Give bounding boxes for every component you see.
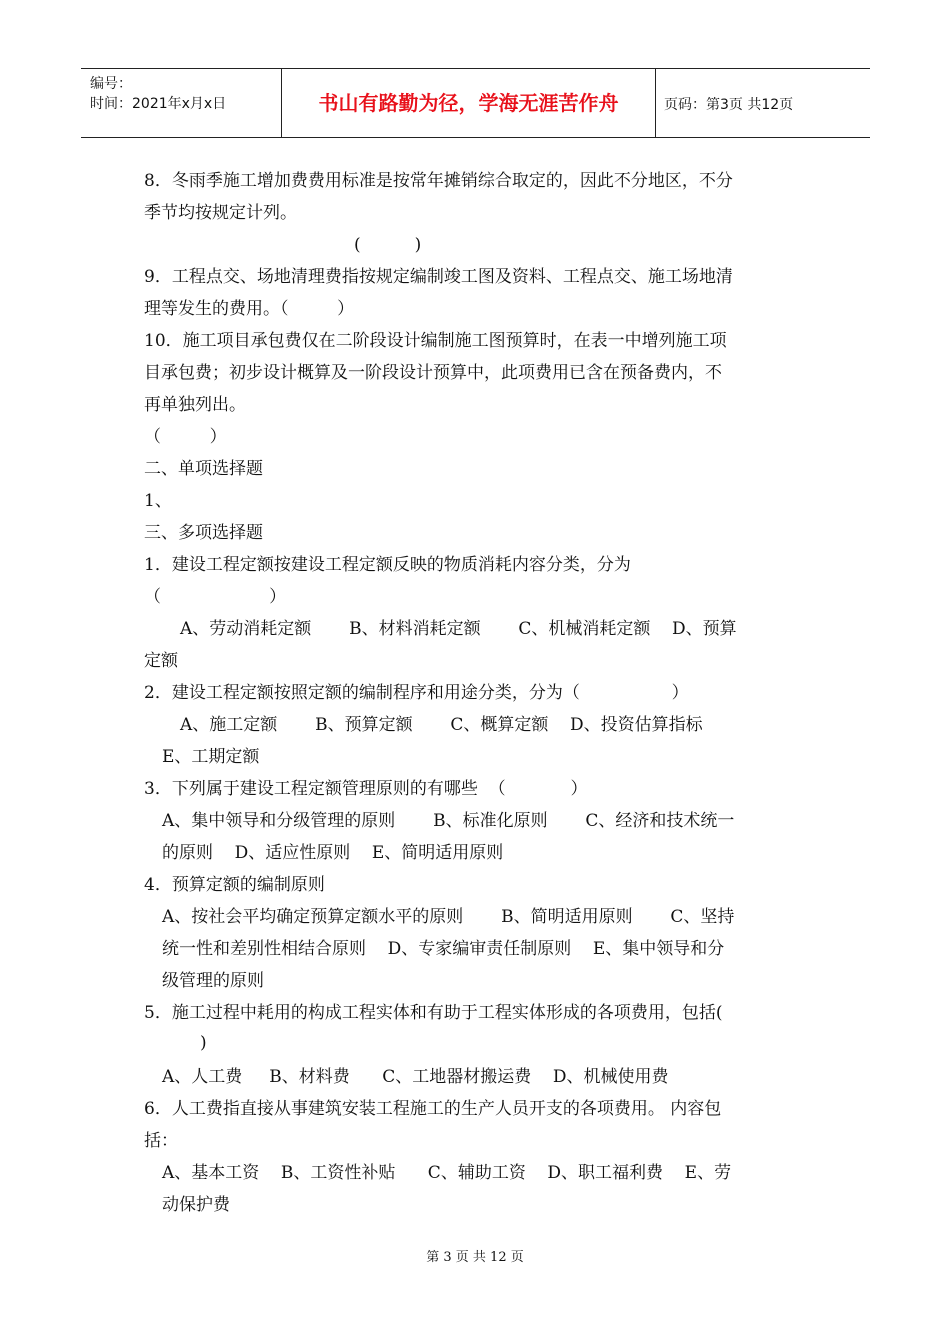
body-line: 4．预算定额的编制原则 [144,875,325,895]
body-line: 10．施工项目承包费仅在二阶段设计编制施工图预算时，在表一中增列施工项 [144,331,727,351]
body-line: 目承包费；初步设计概算及一阶段设计预算中，此项费用已含在预备费内，不 [144,363,722,383]
section-heading: 三、多项选择题 [144,523,263,543]
option-line: A、施工定额 B、预算定额 C、概算定额 D、投资估算指标 [180,715,703,735]
serial-label: 编号： [90,76,132,92]
option-line: A、劳动消耗定额 B、材料消耗定额 C、机械消耗定额 D、预算 [180,619,737,639]
header-motto: 书山有路勤为径，学海无涯苦作舟 [282,69,656,137]
body-line: 再单独列出。 [144,395,246,415]
body-line: 8．冬雨季施工增加费费用标准是按常年摊销综合取定的，因此不分地区，不分 [144,171,733,191]
body-line: 3．下列属于建设工程定额管理原则的有哪些 （ ） [144,779,588,799]
body-line: 1．建设工程定额按建设工程定额反映的物质消耗内容分类，分为 [144,555,631,575]
header-meta-cell [81,69,282,137]
page-header [81,68,870,138]
section-heading: 二、单项选择题 [144,459,263,479]
body-line: 理等发生的费用。（ ） [144,299,355,319]
body-line: 9．工程点交、场地清理费指按规定编制竣工图及资料、工程点交、施工场地清 [144,267,733,287]
option-line: 统一性和差别性相结合原则 D、专家编审责任制原则 E、集中领导和分 [162,939,725,959]
option-line: A、集中领导和分级管理的原则 B、标准化原则 C、经济和技术统一 [162,811,735,831]
option-line: A、基本工资 B、工资性补贴 C、辅助工资 D、职工福利费 E、劳 [162,1163,732,1183]
answer-blank: （ ） [144,427,227,447]
option-line: A、人工费 B、材料费 C、工地器材搬运费 D、机械使用费 [162,1067,669,1087]
body-line: 6．人工费指直接从事建筑安装工程施工的生产人员开支的各项费用。 内容包 [144,1099,722,1119]
body-line: 1、 [144,491,172,511]
answer-blank: ) [200,1033,207,1053]
option-line: 定额 [144,651,178,671]
option-line: A、按社会平均确定预算定额水平的原则 B、简明适用原则 C、坚持 [162,907,735,927]
body-line: 括： [144,1131,178,1151]
body-line: 季节均按规定计列。 [144,203,297,223]
header-page-info: 页码：第3页 共12页 [664,97,794,113]
body-line: 2．建设工程定额按照定额的编制程序和用途分类，分为（ ） [144,683,689,703]
option-line: E、工期定额 [162,747,260,767]
option-line: 动保护费 [162,1195,230,1215]
answer-blank: （ ） [144,587,287,607]
option-line: 级管理的原则 [162,971,264,991]
option-line: 的原则 D、适应性原则 E、简明适用原则 [162,843,504,863]
answer-blank: ( ) [354,235,422,255]
page-footer: 第 3 页 共 12 页 [426,1250,524,1265]
body-line: 5．施工过程中耗用的构成工程实体和有助于工程实体形成的各项费用，包括( [144,1003,723,1023]
date-label: 时间：2021年x月x日 [90,96,227,112]
